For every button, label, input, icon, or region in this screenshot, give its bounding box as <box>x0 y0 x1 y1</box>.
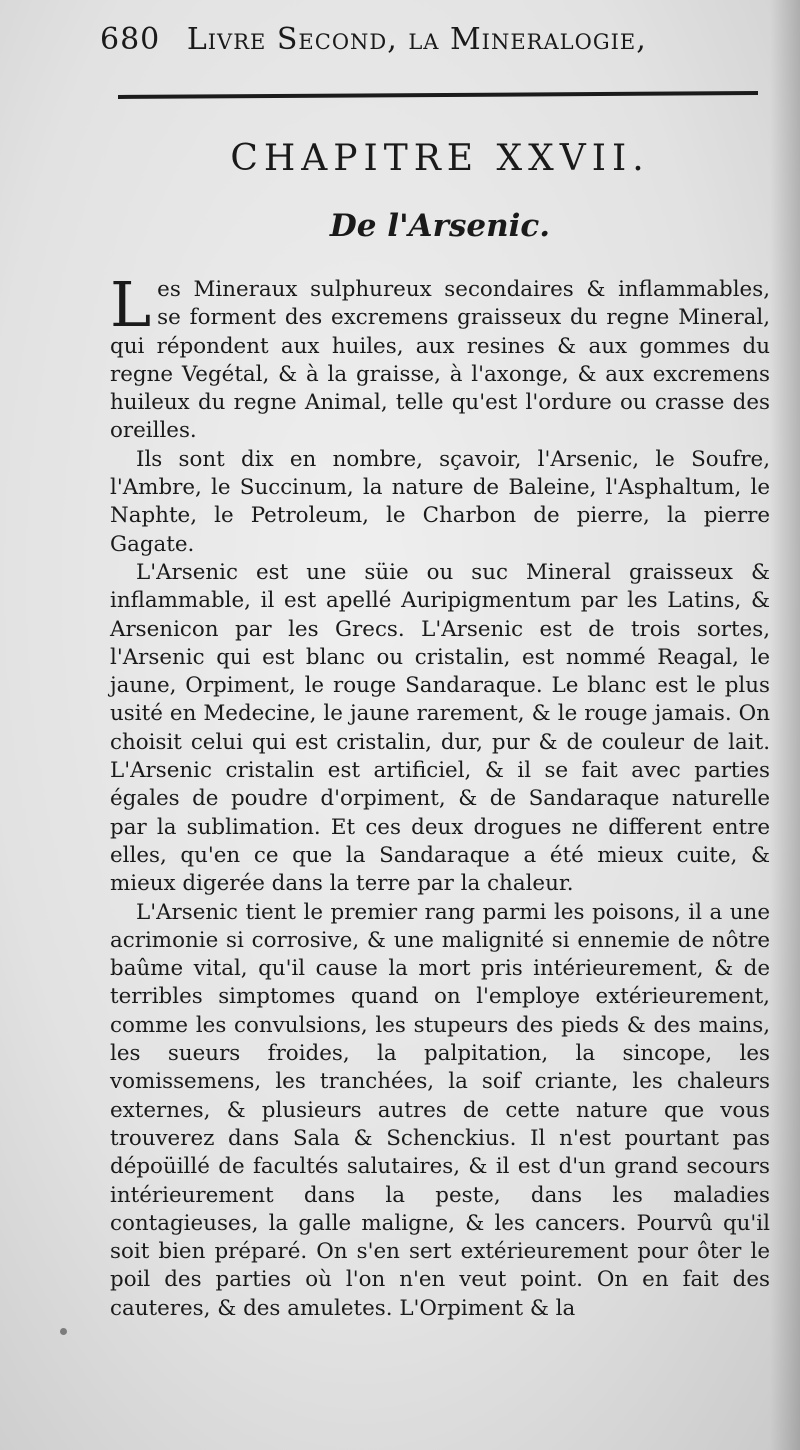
running-head-title: Livre Second, la Mineralogie, <box>186 22 647 57</box>
chapter-title: CHAPITRE XXVII. <box>230 138 650 179</box>
paragraph-4: L'Arsenic tient le premier rang parmi les poisons, il a une acrimonie si corrosive, & une malignité si ennemie de nôtre baûme vital, qu'il cause la mort pris intérieurement, & de terribles simptomes quand on l'employe extérieurement, comme les convulsions, les stupeurs des pieds & des mains, les sueurs froides, la palpitation, la sincope, les vomissemens, les tranchées, la soif criante, les chaleurs externes, & plusieurs autres de cette nature que vous trouverez dans Sala & Schenckius. Il n'est pourtant pas dépoüillé de facultés salutaires, & il est d'un grand secours intérieurement dans la peste, dans les maladies contagieuses, la galle maligne, & les cancers. Pourvû qu'il soit bien préparé. On s'en sert extérieurement pour ôter le poil des parties où l'on n'en veut point. On en fait des cauteres, & des amuletes. L'Orpiment & la <box>110 899 770 1321</box>
paragraph-3: L'Arsenic est une süie ou suc Mineral graisseux & inflammable, il est apellé Auripigmentum par les Latins, & Arsenicon par les Grecs. L'Arsenic est de trois sortes, l'Arsenic qui est blanc ou cristalin, est nommé Reagal, le jaune, Orpiment, le rouge Sandaraque. Le blanc est le plus usité en Medecine, le jaune rarement, & le rouge jamais. On choisit celui qui est cristalin, dur, pur & de couleur de lait. L'Arsenic cristalin est artificiel, & il se fait avec parties égales de poudre d'orpiment, & de Sandaraque naturelle par la sublimation. Et ces deux drogues ne different entre elles, qu'en ce que la Sandaraque a été mieux cuite, & mieux digerée dans la terre par la chaleur. <box>110 559 770 897</box>
chapter-subtitle: De l'Arsenic. <box>329 208 551 244</box>
paragraph-2: Ils sont dix en nombre, sçavoir, l'Arsenic, le Soufre, l'Ambre, le Succinum, la nature de Baleine, l'Asphaltum, le Naphte, le Petroleum, le Charbon de pierre, la pierre Gagate. <box>110 446 770 557</box>
page-number: 680 <box>100 22 161 57</box>
header-rule <box>118 91 758 99</box>
body-text <box>110 268 770 1323</box>
running-head <box>100 22 740 72</box>
paragraph-1: Les Mineraux sulphureux secondaires & inflammables, se forment des excremens graisseux du regne Mineral, qui répondent aux huiles, aux resines & aux gommes du regne Vegétal, & à la graisse, à l'axonge, & aux excremens huileux du regne Animal, telle qu'est l'ordure ou crasse des oreilles. <box>110 268 770 444</box>
ink-smudge <box>60 1328 67 1335</box>
